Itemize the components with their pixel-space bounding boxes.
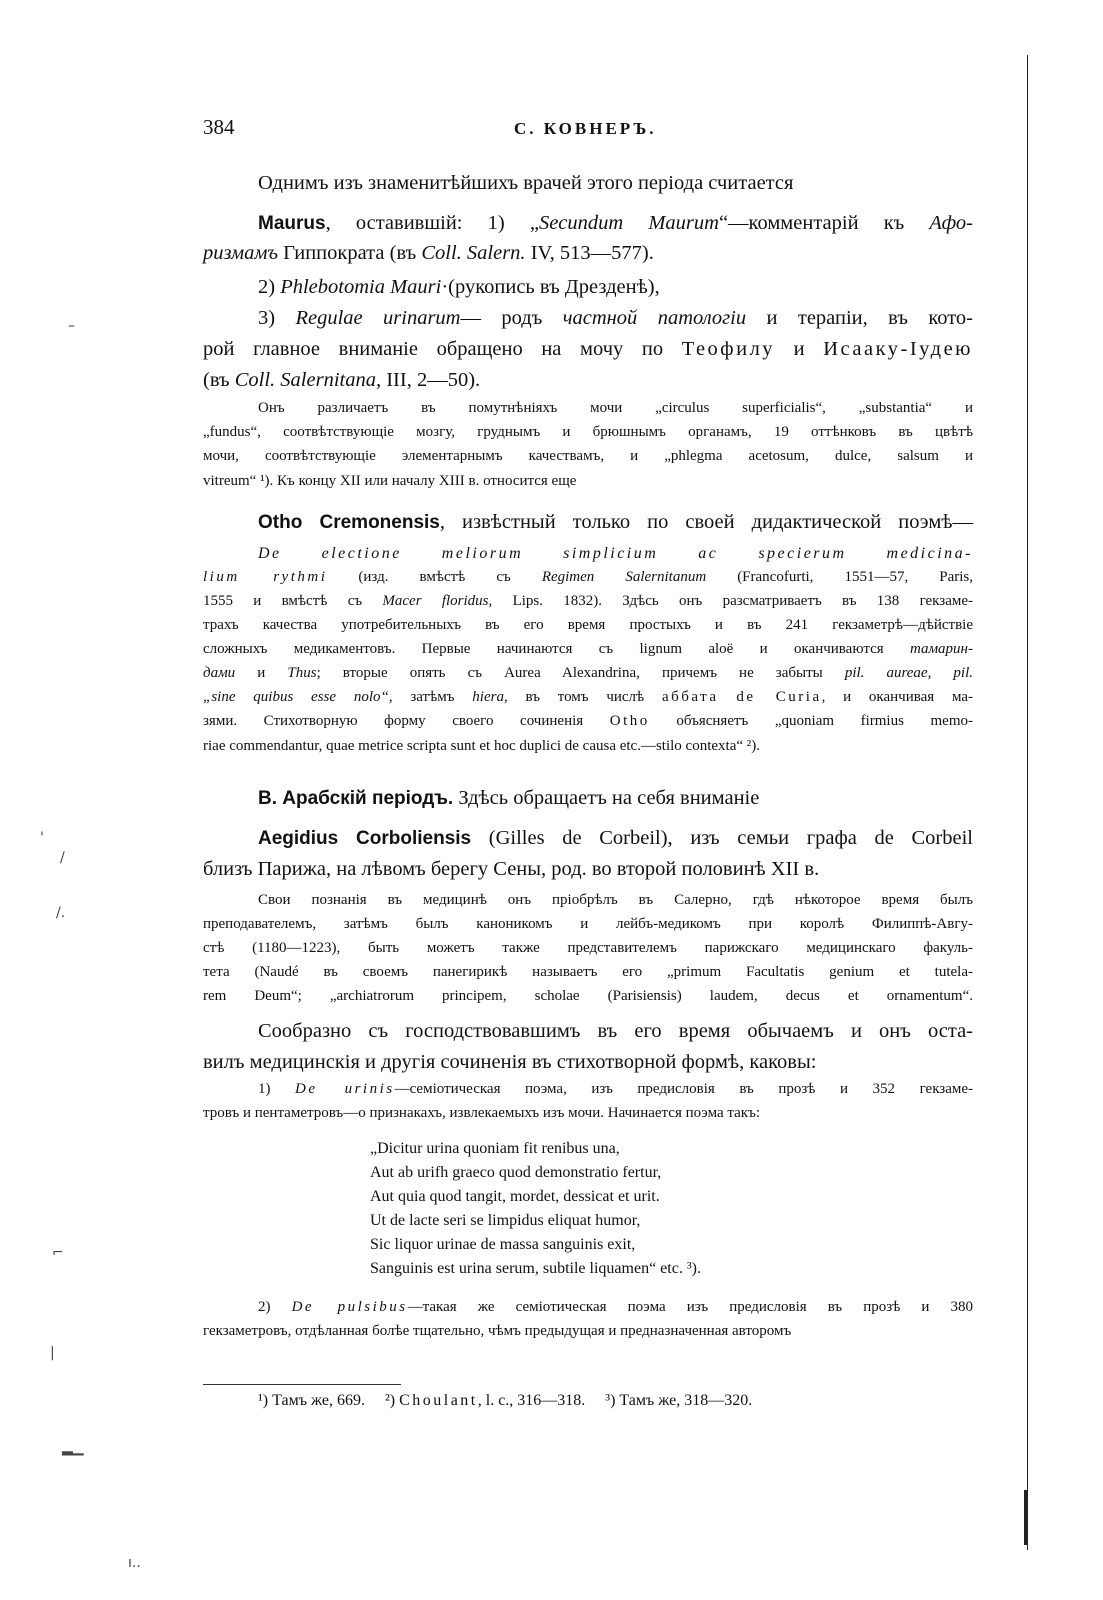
text-line: рой главное вниманіе обращено на мочу по Теофилу и Исааку-Іудею xyxy=(203,338,973,360)
margin-mark: – xyxy=(68,318,75,334)
poem-line: Sic liquor urinae de massa sanguinis exit, xyxy=(370,1236,636,1253)
section-heading: В. Арабскій періодъ. Здѣсь обращаетъ на себя вниманіе xyxy=(258,787,760,809)
margin-mark: /. xyxy=(56,905,66,921)
text-line: дами и Thus; вторые опять съ Aurea Alexandrina, причемъ не забыты pil. aureae, pil. xyxy=(203,665,973,681)
text-line: De electione meliorum simplicium ac specierum medicina- xyxy=(258,545,973,562)
text-line: тровъ и пентаметровъ—о признакахъ, извлекаемыхъ изъ мочи. Начинается поэма такъ: xyxy=(203,1105,761,1121)
text-line: rem Deum“; „archiatrorum principem, scholae (Parisiensis) laudem, decus et ornamentum“. xyxy=(203,988,973,1004)
margin-mark: / xyxy=(60,850,65,866)
text-line: Сообразно съ господствовавшимъ въ его время обычаемъ и онъ оста- xyxy=(258,1020,973,1042)
footnotes xyxy=(258,1392,752,1410)
text-line: „fundus“, соотвѣтствующіе мозгу, груднымъ и брюшнымъ органамъ, 19 оттѣнковъ въ цвѣтѣ xyxy=(203,424,973,440)
margin-mark: | xyxy=(50,1345,55,1361)
text-line: вилъ медицинскія и другія сочиненія въ стихотворной формѣ, каковы: xyxy=(203,1051,817,1073)
text-line: 3) Regulae urinarum— родъ частной патологіи и терапіи, въ кото- xyxy=(258,307,973,329)
margin-mark: ▂▁ xyxy=(62,1440,84,1456)
text-line: гекзаметровъ, отдѣланная болѣе тщательно, чѣмъ предыдущая и предназначенная авторомъ xyxy=(203,1323,792,1339)
poem-line: „Dicitur urina quoniam fit renibus una, xyxy=(370,1140,620,1157)
text-line: „sine quibus esse nolo“, затѣмъ hiera, въ томъ числѣ аббата de Curia, и оканчивая ма- xyxy=(203,689,974,705)
footnote-3: ³) Тамъ же, 318—320. xyxy=(605,1392,753,1409)
text-line: сложныхъ медикаментовъ. Первые начинаются съ lignum aloë и оканчиваются тамарин- xyxy=(203,641,973,657)
scan-edge-line xyxy=(1027,55,1028,1550)
text-line: Свои познанія въ медицинѣ онъ пріобрѣлъ въ Салерно, гдѣ нѣкоторое время былъ xyxy=(258,892,973,908)
text-line: 1) De urinis—семіотическая поэма, изъ предисловія въ прозѣ и 352 гекзаме- xyxy=(258,1081,974,1097)
text-line: riae commendantur, quae metrice scripta sunt et hoc duplici de causa etc.—stilo contexta“ ²). xyxy=(203,738,761,754)
text-line: 2) De pulsibus—такая же семіотическая поэма изъ предисловія въ прозѣ и 380 xyxy=(258,1299,974,1315)
text-line: Otho Cremonensis, извѣстный только по своей дидактической поэмѣ— xyxy=(258,511,973,533)
text-line: близъ Парижа, на лѣвомъ берегу Сены, род. во второй половинѣ XII в. xyxy=(203,858,820,880)
text-line: зями. Стихотворную форму своего сочиненія Otho объясняетъ „quoniam firmius memo- xyxy=(203,713,973,729)
text-line: тета (Naudé въ своемъ панегирикѣ называетъ его „primum Facultatis genium et tutela- xyxy=(203,964,973,980)
text-line: трахъ качества употребительныхъ въ его время простыхъ и въ 241 гекзаметрѣ—дѣйствіе xyxy=(203,617,973,633)
poem-line: Sanguinis est urina serum, subtile liquamen“ etc. ³). xyxy=(370,1260,701,1277)
text-line: lium rythmi (изд. вмѣстѣ съ Regimen Salernitanum (Francofurti, 1551—57, Paris, xyxy=(203,569,973,585)
text-line: Aegidius Corboliensis (Gilles de Corbeil), изъ семьи графа de Corbeil xyxy=(258,827,973,849)
author-name: Aegidius Corboliensis xyxy=(258,828,472,849)
text-line: Однимъ изъ знаменитѣйшихъ врачей этого періода считается xyxy=(258,172,794,194)
text-line: преподавателемъ, затѣмъ былъ каноникомъ и лейбъ-медикомъ при королѣ Филиппѣ-Авгу- xyxy=(203,916,973,932)
margin-mark: ' xyxy=(40,830,44,846)
text-line: 2) Phlebotomia Mauri·(рукопись въ Дрезденѣ), xyxy=(258,276,660,298)
text-line: Maurus, оставившій: 1) „Secundum Maurum“—комментарій къ Афо- xyxy=(258,212,973,234)
footnote-1: ¹) Тамъ же, 669. xyxy=(258,1392,365,1409)
text-line: стѣ (1180—1223), быть можетъ также представителемъ парижскаго медицинскаго факуль- xyxy=(203,940,973,956)
text-line: мочи, соотвѣтствующіе элементарнымъ качествамъ, и „phlegma acetosum, dulce, salsum и xyxy=(203,448,973,464)
text-line: ризмамъ Гиппократа (въ Coll. Salern. IV, 513—577). xyxy=(203,242,654,264)
scan-edge-mark xyxy=(1024,1490,1027,1545)
footnote-2: ²) Choulant, l. c., 316—318. xyxy=(384,1392,586,1409)
poem-line: Aut quia quod tangit, mordet, dessicat et urit. xyxy=(370,1188,660,1205)
text-line: 1555 и вмѣстѣ съ Macer floridus, Lips. 1832). Здѣсь онъ разсматриваетъ въ 138 гекзаме- xyxy=(203,593,974,609)
text-line: (въ Coll. Salernitana, III, 2—50). xyxy=(203,369,481,391)
page-number: 384 xyxy=(203,115,235,139)
poem-line: Ut de lacte seri se limpidus eliquat humor, xyxy=(370,1212,641,1229)
author-name: Maurus xyxy=(258,213,326,234)
margin-mark: ı.. xyxy=(128,1555,141,1571)
running-head: С. КОВНЕРЪ. xyxy=(514,119,657,138)
author-name: Otho Cremonensis xyxy=(258,512,440,533)
margin-mark: ⌐ xyxy=(52,1245,64,1261)
footnote-rule xyxy=(203,1384,401,1385)
poem-line: Aut ab urifh graeco quod demonstratio fertur, xyxy=(370,1164,662,1181)
text-line: vitreum“ ¹). Къ концу XII или началу XIII в. относится еще xyxy=(203,473,577,489)
text-line: Онъ различаетъ въ помутнѣніяхъ мочи „circulus superficialis“, „substantia“ и xyxy=(258,400,973,416)
